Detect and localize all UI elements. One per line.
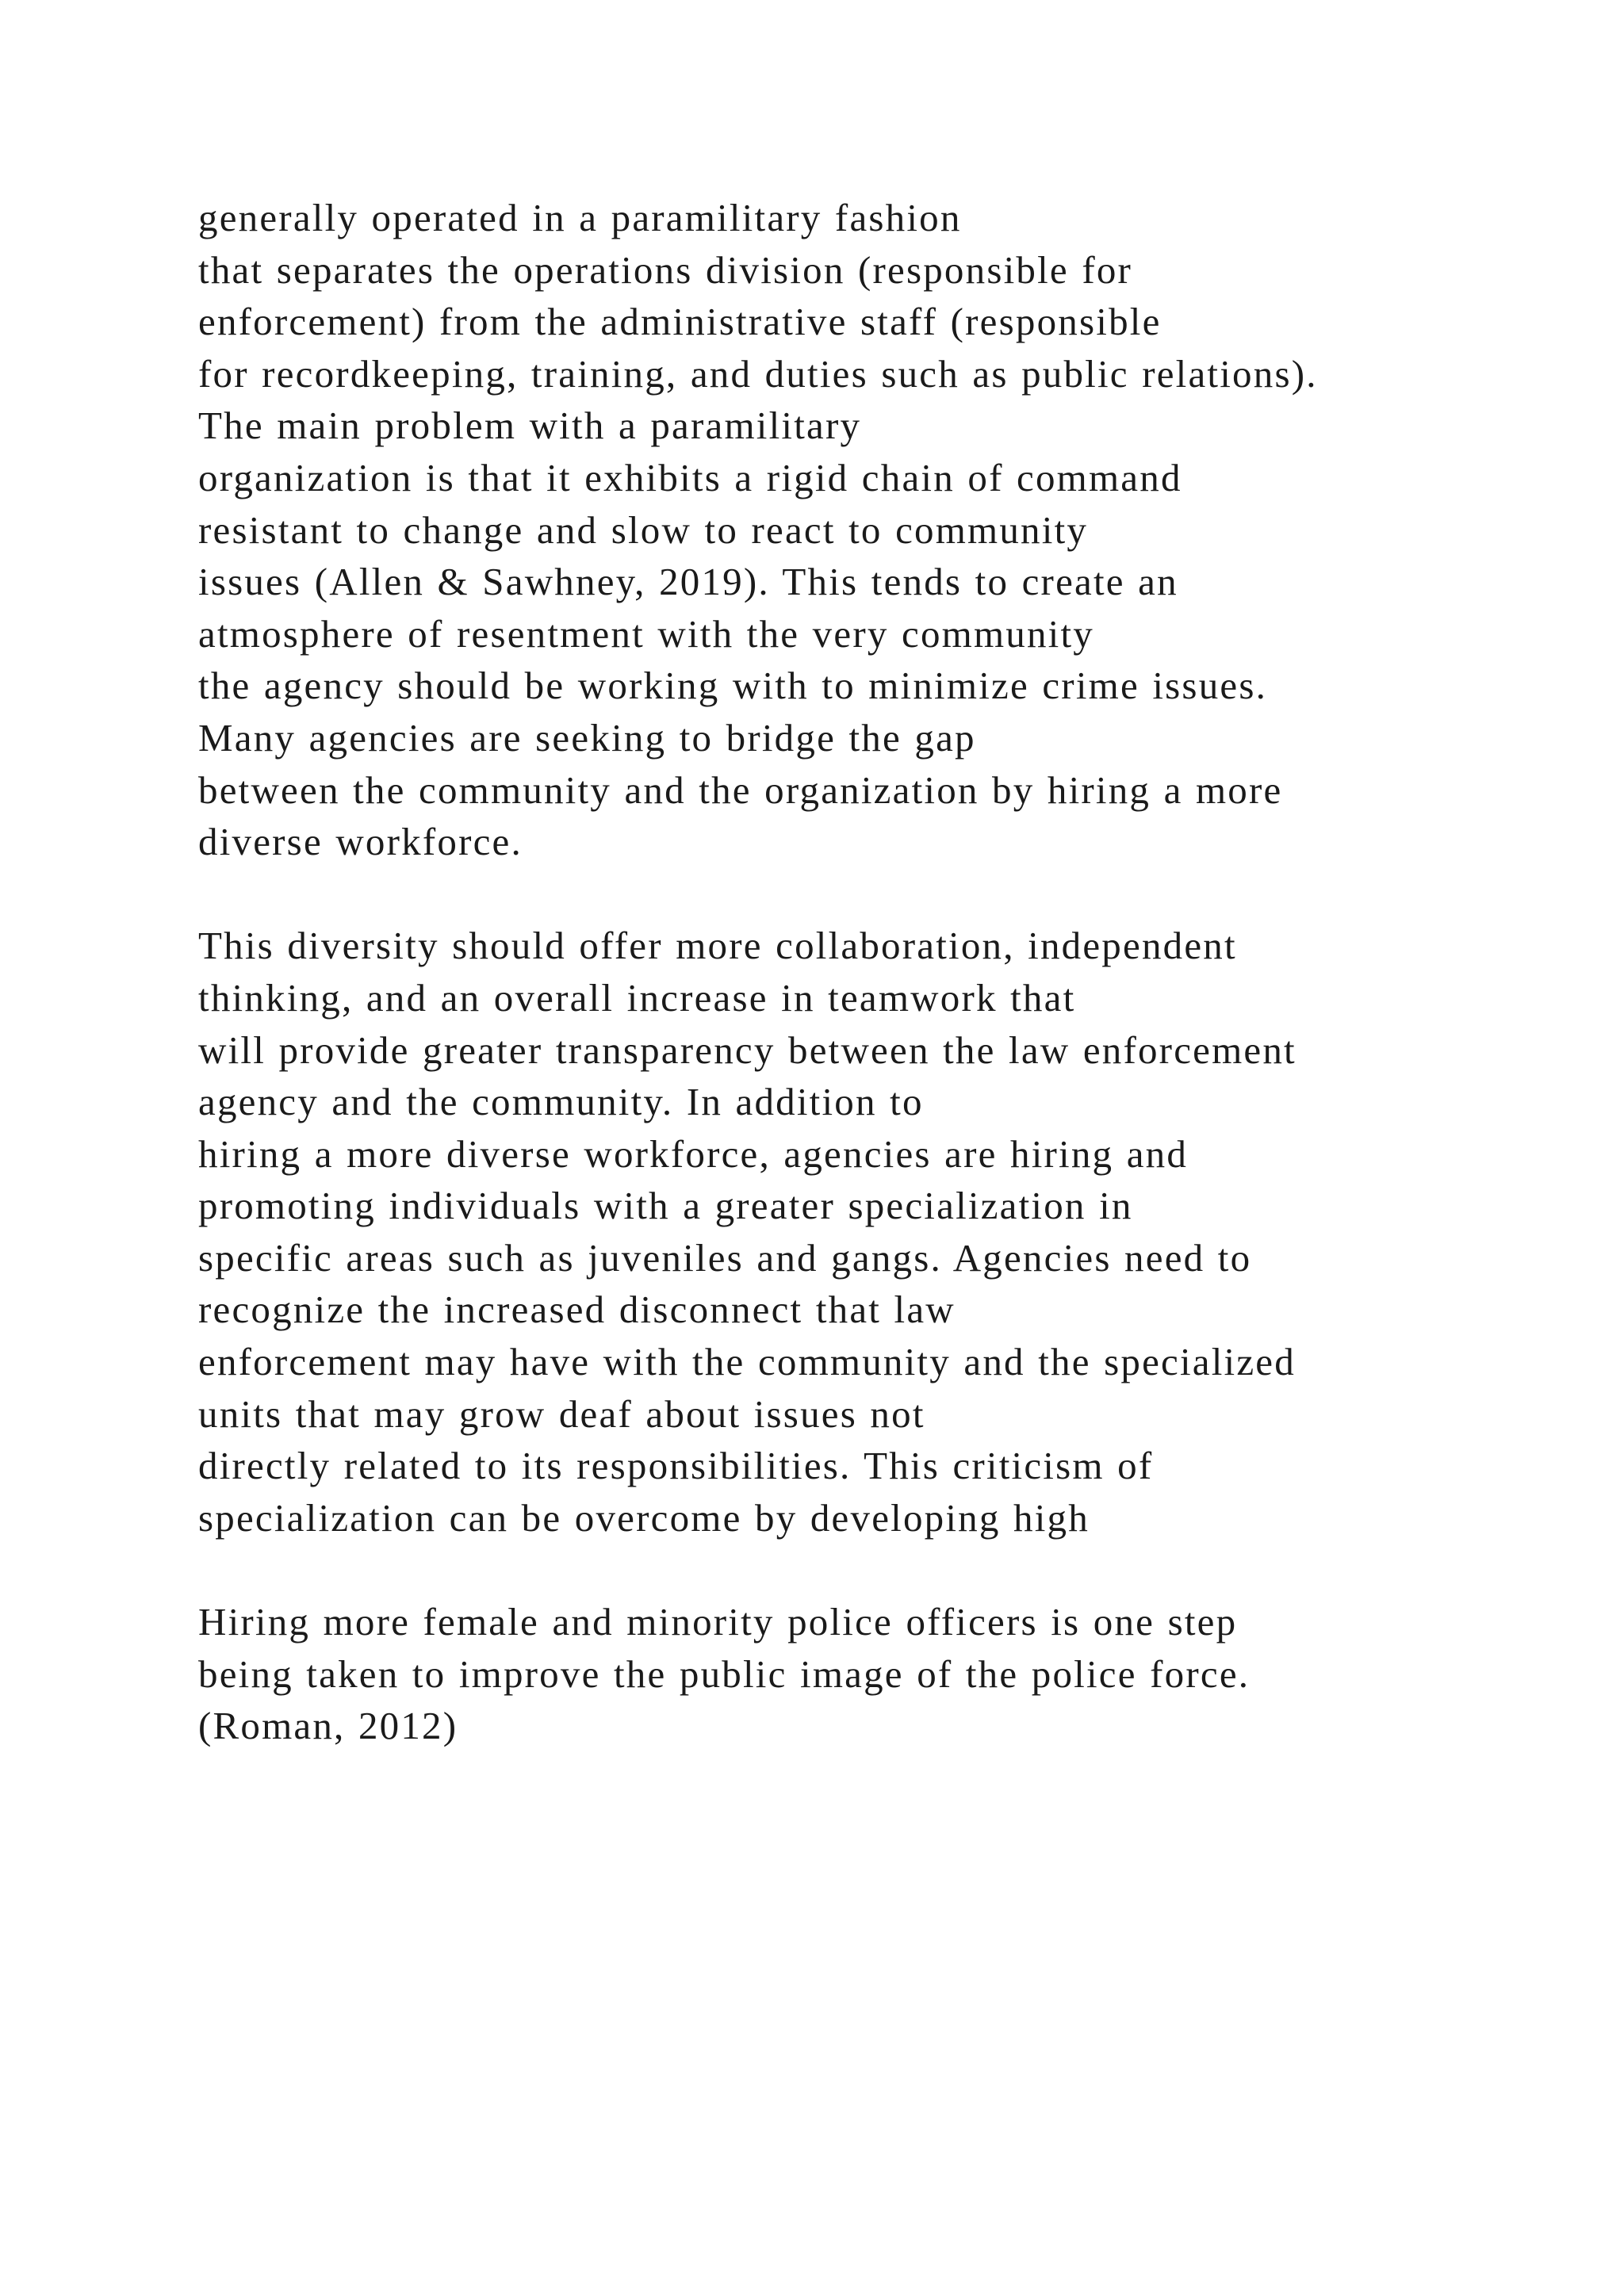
text-line: agency and the community. In addition to bbox=[198, 1080, 924, 1124]
text-line: enforcement may have with the community and the specialized bbox=[198, 1340, 1296, 1384]
text-line: generally operated in a paramilitary fashion bbox=[198, 196, 962, 239]
text-line: enforcement) from the administrative staff (responsible bbox=[198, 300, 1162, 344]
paragraph-2 bbox=[198, 920, 1546, 1544]
text-line: resistant to change and slow to react to community bbox=[198, 507, 1089, 552]
text-line: for recordkeeping, training, and duties such as public relations). bbox=[198, 351, 1318, 396]
text-line: will provide greater transparency between the law enforcement bbox=[198, 1027, 1297, 1072]
paragraph-gap bbox=[198, 1544, 1546, 1596]
paragraph-1 bbox=[198, 192, 1546, 868]
text-line: Many agencies are seeking to bridge the gap bbox=[198, 715, 976, 760]
text-line: thinking, and an overall increase in teamwork that bbox=[198, 975, 1076, 1020]
paragraph-gap bbox=[198, 868, 1546, 920]
text-line: diverse workforce. bbox=[198, 820, 523, 864]
text-line: The main problem with a paramilitary bbox=[198, 404, 862, 448]
document-body bbox=[198, 192, 1546, 1752]
text-line: atmosphere of resentment with the very community bbox=[198, 611, 1094, 656]
text-line: recognize the increased disconnect that law bbox=[198, 1288, 956, 1332]
text-line: organization is that it exhibits a rigid chain of command bbox=[198, 455, 1182, 499]
text-line: issues (Allen & Sawhney, 2019). This tends to create an bbox=[198, 560, 1178, 604]
text-line: units that may grow deaf about issues not bbox=[198, 1391, 925, 1436]
text-line: directly related to its responsibilities. This criticism of bbox=[198, 1444, 1154, 1488]
citation-line: (Roman, 2012) bbox=[198, 1704, 458, 1748]
text-line: Hiring more female and minority police officers is one step bbox=[198, 1600, 1238, 1644]
paragraph-3 bbox=[198, 1596, 1546, 1752]
text-line: promoting individuals with a greater specialization in bbox=[198, 1184, 1133, 1228]
text-line: specialization can be overcome by developing high bbox=[198, 1495, 1090, 1540]
text-line: being taken to improve the public image of the police force. bbox=[198, 1651, 1251, 1696]
text-line: specific areas such as juveniles and gangs. Agencies need to bbox=[198, 1235, 1252, 1280]
text-line: This diversity should offer more collaboration, independent bbox=[198, 924, 1237, 968]
text-line: hiring a more diverse workforce, agencies are hiring and bbox=[198, 1131, 1189, 1176]
text-line: between the community and the organization by hiring a more bbox=[198, 767, 1283, 812]
text-line: the agency should be working with to minimize crime issues. bbox=[198, 664, 1268, 708]
text-line: that separates the operations division (responsible for bbox=[198, 247, 1133, 292]
